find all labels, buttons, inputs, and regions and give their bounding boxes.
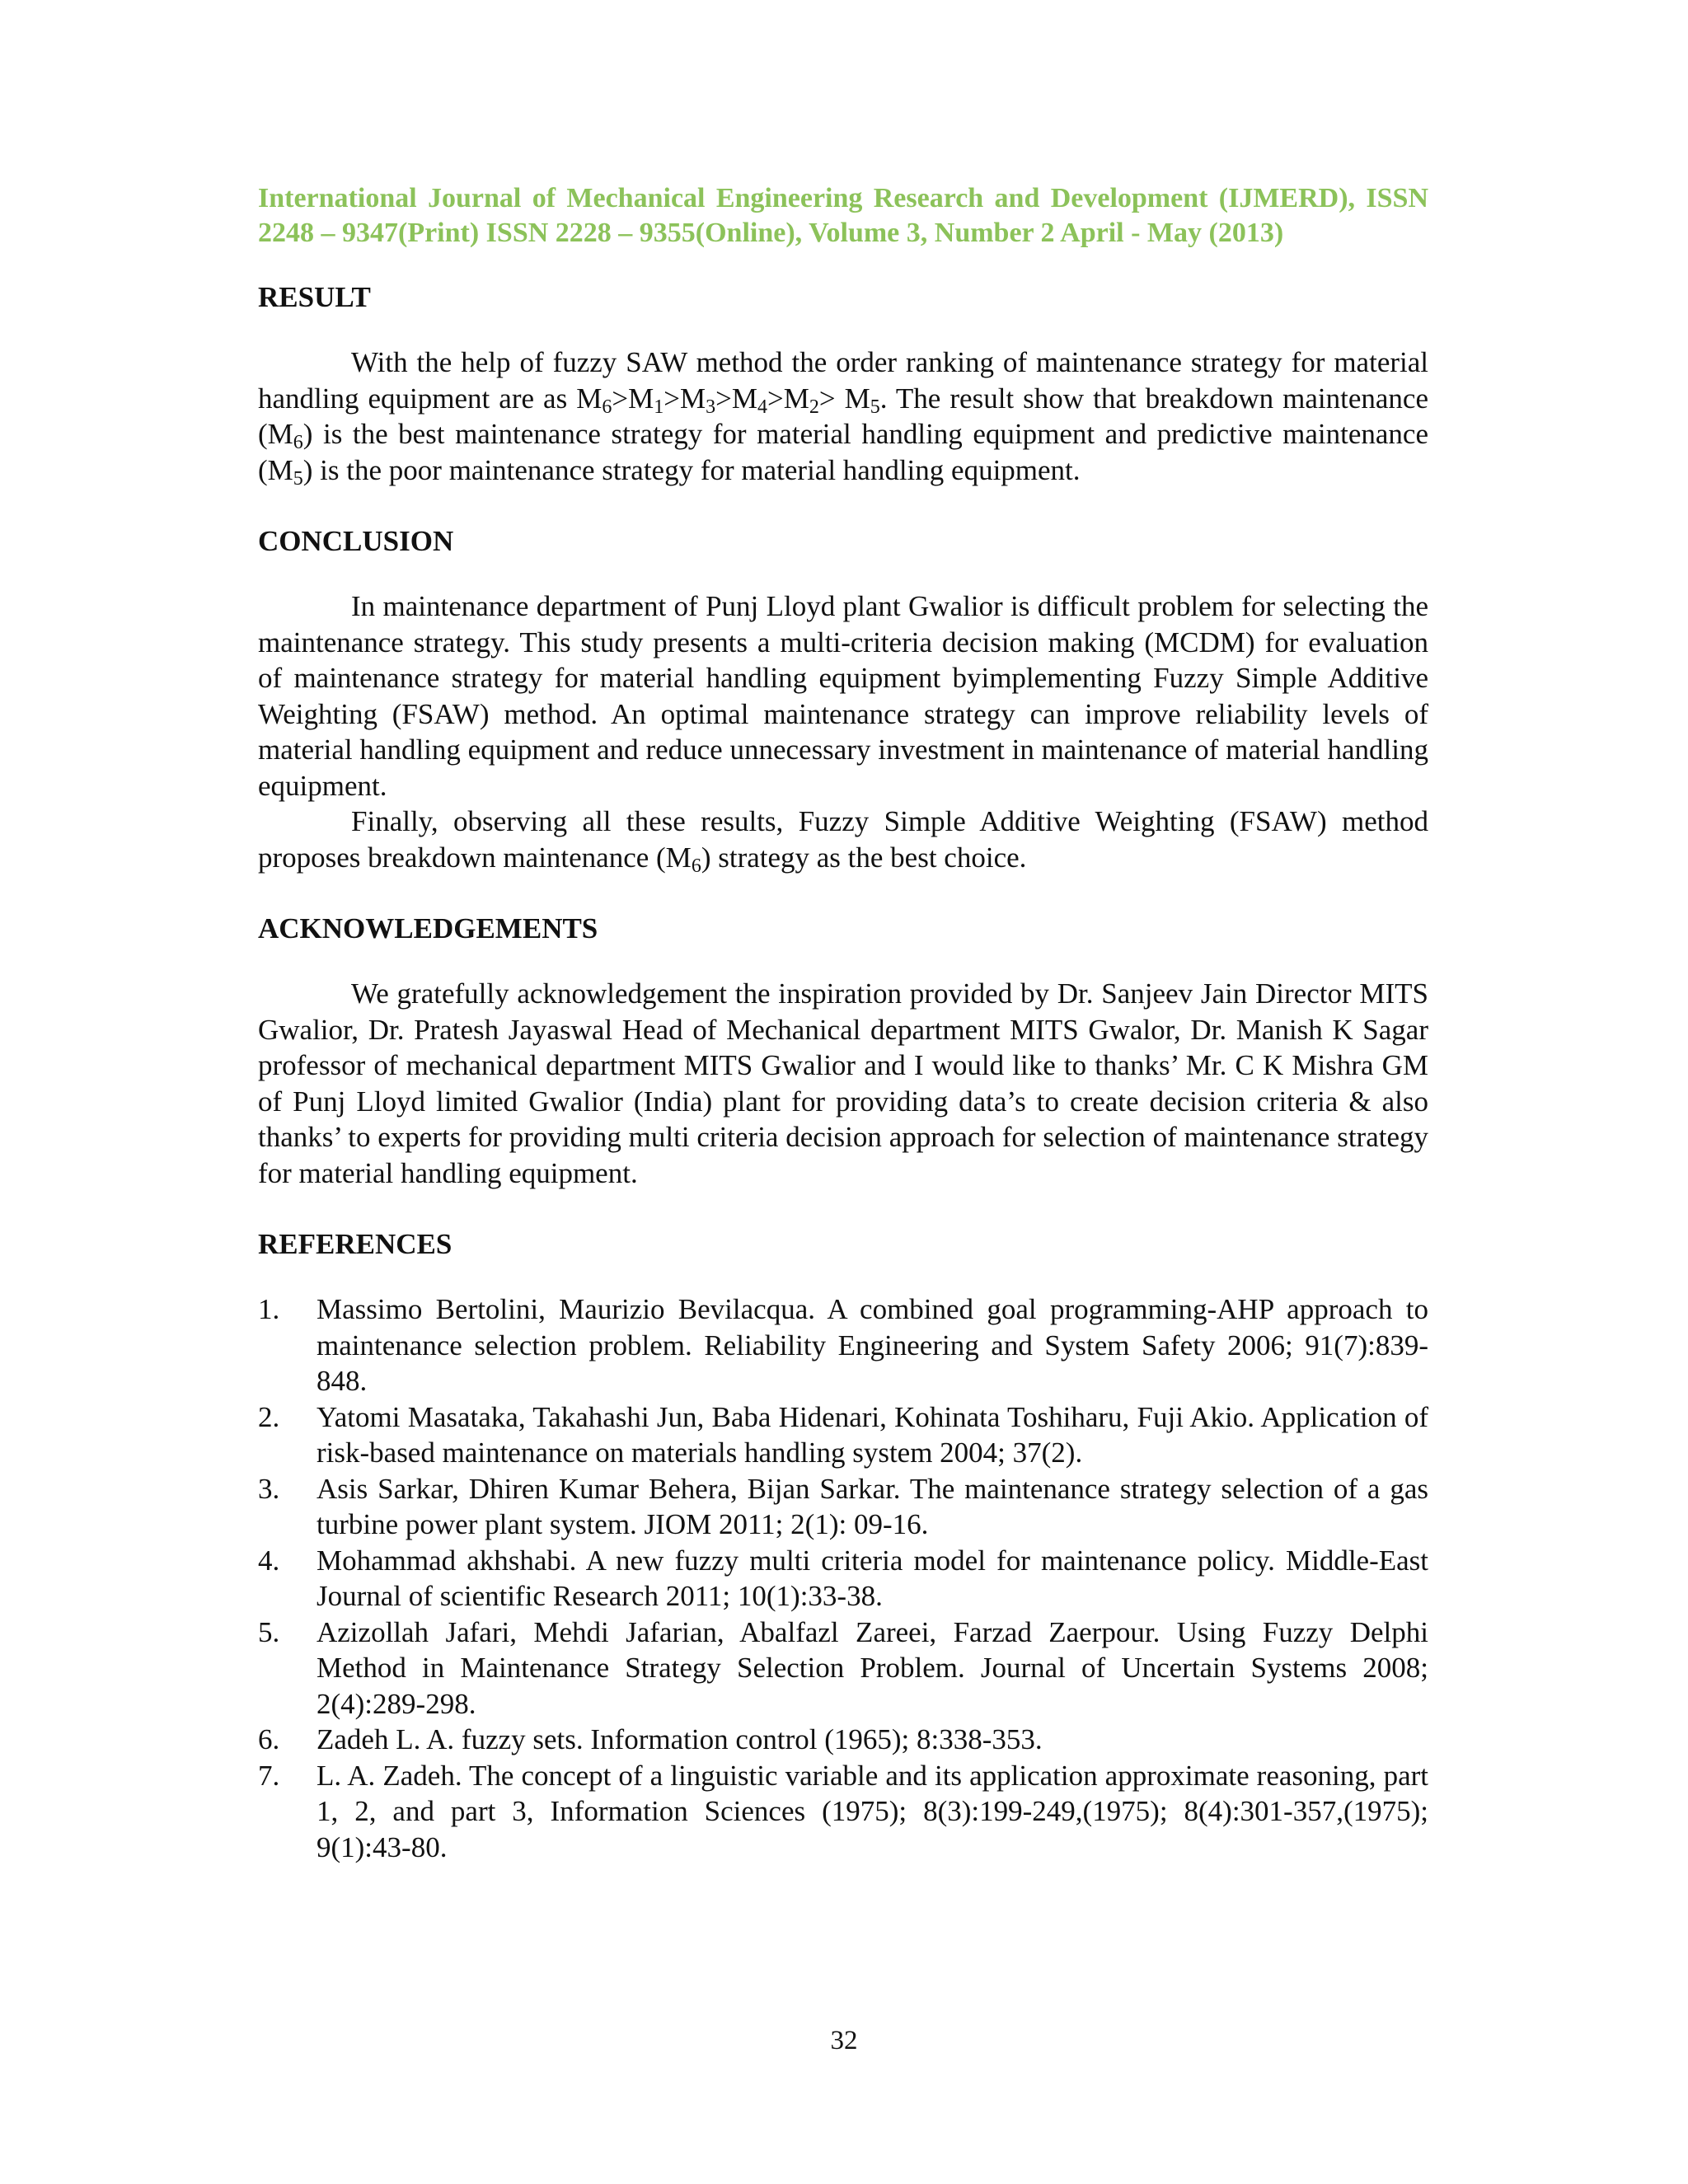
acknowledgements-heading: ACKNOWLEDGEMENTS (258, 912, 598, 944)
ranking-separator: > (663, 382, 680, 415)
page-number: 32 (830, 2026, 858, 2055)
reference-text: Massimo Bertolini, Maurizio Bevilacqua. A combined goal programming-AHP approach to maintenance selection problem. Reliability Engineering and System Safety 2006; 91(7):839-848. (316, 1293, 1428, 1397)
ranking-separator: > (767, 382, 784, 415)
conclusion-paragraph-2 (258, 804, 1428, 875)
result-sub-c: 5 (293, 467, 303, 490)
reference-text: Azizollah Jafari, Mehdi Jafarian, Abalfazl Zareei, Farzad Zaerpour. Using Fuzzy Delphi Method in Maintenance Strategy Selection Problem. Journal of Uncertain Systems 2008; 2(4):289-298. (316, 1615, 1428, 1720)
references-list (258, 1291, 1428, 1865)
conclusion-sub: 6 (691, 855, 701, 877)
ranking-symbol: M (731, 382, 757, 415)
reference-number: 5. (258, 1615, 280, 1648)
acknowledgements-section (258, 912, 1428, 1191)
reference-item (258, 1615, 1428, 1722)
result-text-b: . The result show that breakdown maintenance (M (258, 382, 1428, 450)
reference-item (258, 1543, 1428, 1615)
journal-header: International Journal of Mechanical Engineering Research and Development (IJMERD), ISSN 2248 – 9347(Print) ISSN 2228 – 9355(Online), Volume 3, Number 2 April - May (2013) (258, 183, 1428, 248)
reference-text: Asis Sarkar, Dhiren Kumar Behera, Bijan Sarkar. The maintenance strategy selection of a gas turbine power plant system. JIOM 2011; 2(1): 09-16. (316, 1472, 1428, 1540)
ranking-separator: > (818, 382, 845, 415)
conclusion-heading: CONCLUSION (258, 525, 454, 557)
ranking-symbol: M (628, 382, 654, 415)
result-text-a: With the help of fuzzy SAW method the order ranking of maintenance strategy for material handling equipment are as (258, 346, 1428, 415)
result-section (258, 280, 1428, 488)
reference-number: 6. (258, 1723, 280, 1755)
ranking-subscript: 4 (757, 396, 767, 418)
result-heading: RESULT (258, 281, 371, 313)
reference-number: 4. (258, 1544, 280, 1577)
conclusion-text-a: Finally, observing all these results, Fuzzy Simple Additive Weighting (FSAW) method proposes breakdown maintenance (M (258, 805, 1428, 874)
result-paragraph (258, 344, 1428, 488)
conclusion-section (258, 524, 1428, 875)
reference-number: 1. (258, 1293, 280, 1325)
ranking-symbol: M (680, 382, 706, 415)
reference-number: 7. (258, 1759, 280, 1792)
reference-text: Yatomi Masataka, Takahashi Jun, Baba Hidenari, Kohinata Toshiharu, Fuji Akio. Application of risk-based maintenance on materials handling system 2004; 37(2). (316, 1400, 1428, 1469)
conclusion-paragraph-1: In maintenance department of Punj Lloyd plant Gwalior is difficult problem for selecting the maintenance strategy. This study presents a multi-criteria decision making (MCDM) for evaluation of maintenance strategy for material handling equipment byimplementing Fuzzy Simple Additive Weighting (FSAW) method. An optimal maintenance strategy can improve reliability levels of material handling equipment and reduce unnecessary investment in maintenance of material handling equipment. (258, 590, 1428, 802)
reference-item (258, 1399, 1428, 1471)
ranking-subscript: 1 (654, 396, 664, 418)
ranking-symbol: M (576, 382, 603, 415)
paper-page (258, 181, 1428, 1865)
reference-text: Zadeh L. A. fuzzy sets. Information control (1965); 8:338-353. (316, 1723, 1043, 1755)
ranking-separator: > (715, 382, 732, 415)
ranking-sequence (576, 382, 880, 418)
reference-item (258, 1722, 1428, 1758)
reference-number: 3. (258, 1472, 280, 1505)
ranking-symbol: M (844, 382, 870, 415)
ranking-subscript: 6 (602, 396, 612, 418)
reference-item (258, 1291, 1428, 1399)
ranking-separator: > (612, 382, 629, 415)
reference-item (258, 1758, 1428, 1866)
conclusion-text-b: ) strategy as the best choice. (701, 841, 1027, 874)
references-section (258, 1227, 1428, 1865)
result-sub-b: 6 (293, 432, 303, 453)
reference-text: Mohammad akhshabi. A new fuzzy multi criteria model for maintenance policy. Middle-East Journal of scientific Research 2011; 10(1):33-38. (316, 1544, 1428, 1612)
acknowledgements-paragraph: We gratefully acknowledgement the inspiration provided by Dr. Sanjeev Jain Director MITS Gwalior, Dr. Pratesh Jayaswal Head of Mechanical department MITS Gwalor, Dr. Manish K Sagar professor of mechanical department MITS Gwalior and I would like to thanks’ Mr. C K Mishra GM of Punj Lloyd limited Gwalior (India) plant for providing data’s to create decision criteria & also thanks’ to experts for providing multi criteria decision approach for selection of maintenance strategy for material handling equipment. (258, 977, 1428, 1189)
ranking-symbol: M (783, 382, 809, 415)
reference-number: 2. (258, 1400, 280, 1433)
ranking-subscript: 3 (706, 396, 716, 418)
ranking-subscript: 2 (809, 396, 819, 418)
ranking-subscript: 5 (870, 396, 880, 418)
references-heading: REFERENCES (258, 1228, 452, 1260)
reference-item (258, 1471, 1428, 1543)
reference-text: L. A. Zadeh. The concept of a linguistic variable and its application approximate reasoning, part 1, 2, and part 3, Information Sciences (1975); 8(3):199-249,(1975); 8(4):301-357,(1975); 9(1):43-80. (316, 1759, 1428, 1863)
result-text-d: ) is the poor maintenance strategy for material handling equipment. (302, 453, 1081, 486)
result-text-c: ) is the best maintenance strategy for material handling equipment and predictive maintenance (M (258, 418, 1428, 486)
